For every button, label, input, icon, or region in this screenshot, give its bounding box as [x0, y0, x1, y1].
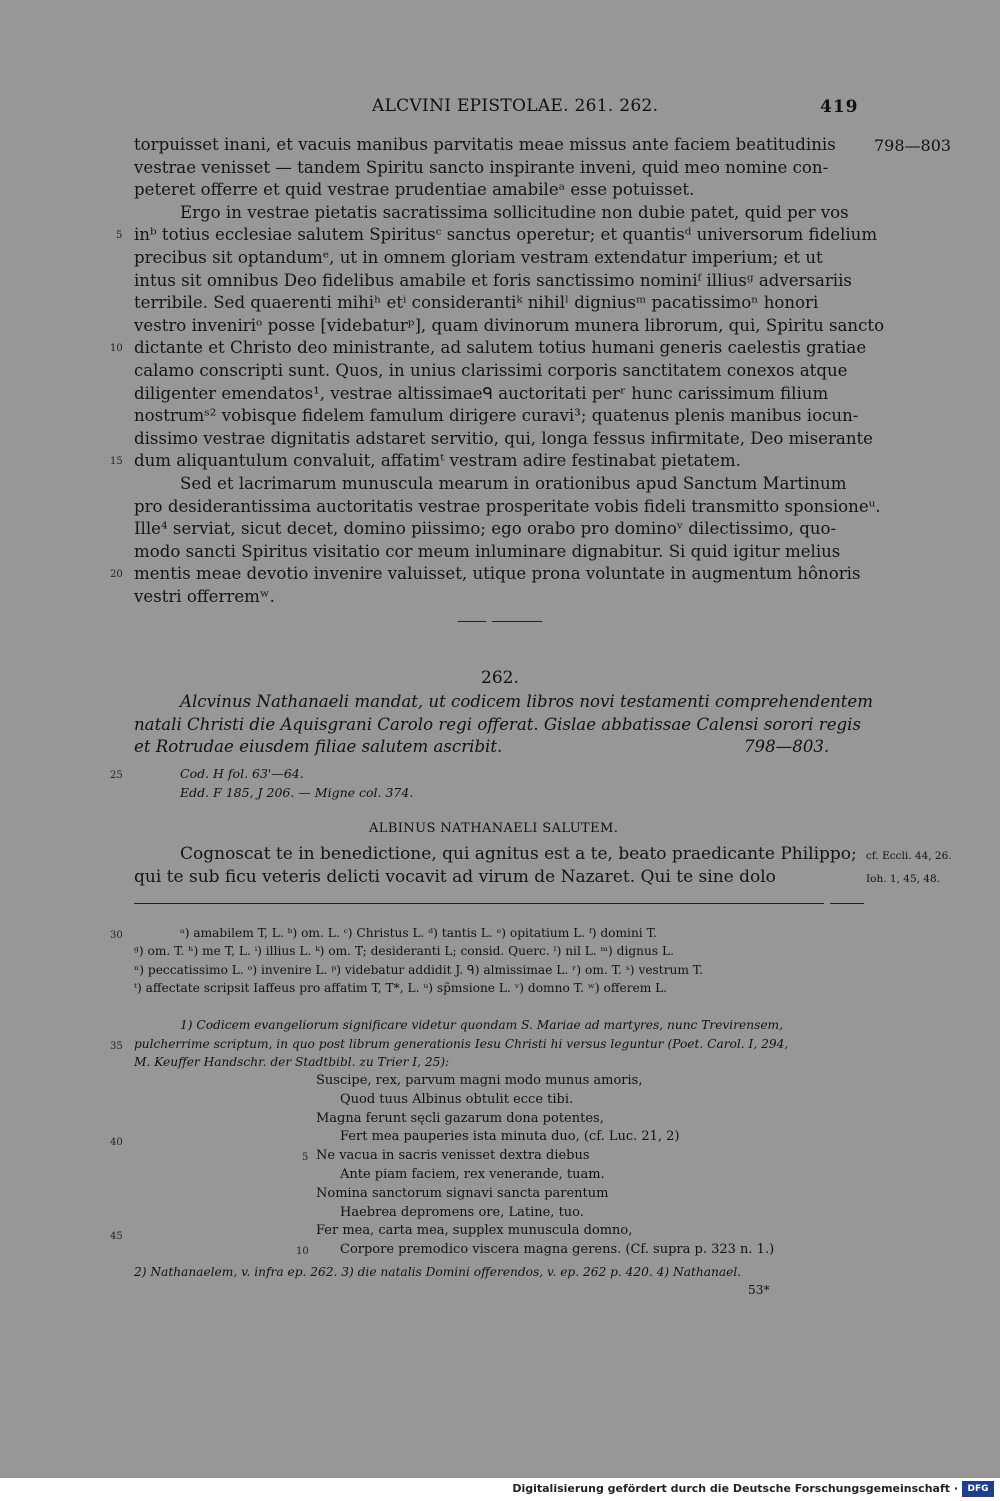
apparatus-line: ⁿ) peccatissimo L. ᵒ) invenire L. ᵖ) videbatur addidit J. ᑫ) almissimae L. ʳ) om. T. ˢ) vestrum T.: [134, 962, 704, 977]
text-line: torpuisset inani, et vacuis manibus parvitatis meae missus ante faciem beatitudinis: [134, 135, 836, 154]
dfg-logo: DFG: [962, 1481, 994, 1497]
apparatus-line: ᵃ) amabilem T, L. ᵇ) om. L. ᶜ) Christus L. ᵈ) tantis L. ᵉ) opitatium L. ᶠ) domini T.: [180, 926, 657, 940]
text-line: dum aliquantulum convaluit, affatimᵗ vestram adire festinabat pietatem.: [134, 451, 741, 471]
line-number: 45: [110, 1231, 123, 1242]
text-line: diligenter emendatos¹, vestrae altissimaeᑫ auctoritati perʳ hunc carissimum filium: [134, 383, 829, 403]
verse-line: Fert mea pauperies ista minuta duo, (cf. Luc. 21, 2): [340, 1129, 680, 1145]
verse-number: 5: [302, 1152, 309, 1163]
text-line: vestri offerremʷ.: [134, 587, 275, 606]
note-line: 1) Codicem evangeliorum significare videtur quondam S. Mariae ad martyres, nunc Trevirensem,: [180, 1018, 783, 1032]
line-number: 15: [110, 456, 123, 467]
verse-line: Magna ferunt sęcli gazarum dona potentes,: [316, 1110, 604, 1126]
text-line: Cognoscat te in benedictione, qui agnitus est a te, beato praedicante Philippo;: [180, 844, 857, 864]
apparatus-line: ᵍ) om. T. ʰ) me T, L. ⁱ) illius L. ᵏ) om. T; desideranti L; consid. Querc. ˡ) nil L. ᵐ) dignus L.: [134, 944, 674, 959]
text-line: dissimo vestrae dignitatis adstaret servitio, qui, longa fessus infirmitate, Deo miserante: [134, 428, 874, 448]
sheet-signature: 53*: [748, 1283, 770, 1297]
line-number: 25: [110, 770, 123, 781]
apparatus-line: ᵗ) affectate scripsit Iaffeus pro affatim T, T*, L. ᵘ) sp̃msione L. ᵛ) domno T. ʷ) offerem L.: [134, 980, 668, 995]
critical-apparatus: [134, 924, 864, 1000]
text-line: precibus sit optandumᵉ, ut in omnem gloriam vestram extendatur imperium; et ut: [134, 248, 823, 267]
line-number: 35: [110, 1041, 123, 1052]
summary-line: et Rotrudae eiusdem filiae salutem ascribit.: [134, 737, 503, 757]
section-separator: [492, 621, 542, 622]
text-line: qui te sub ficu veteris delicti vocavit ad virum de Nazaret. Qui te sine dolo: [134, 866, 776, 887]
text-line: modo sancti Spiritus visitatio cor meum inluminare dignabitur. Si quid igitur melius: [134, 541, 841, 561]
note-line: M. Keuffer Handschr. der Stadtbibl. zu Trier I, 25):: [134, 1055, 450, 1070]
summary-line: natali Christi die Aquisgrani Carolo regi offerat. Gislae abbatissae Calensi sorori regis: [134, 714, 861, 734]
text-line: pro desiderantissima auctoritatis vestrae prosperitate vobis fideli transmitto sponsioneᵘ.: [134, 496, 881, 516]
text-line: Ille⁴ serviat, sicut decet, domino piissimo; ego orabo pro dominoᵛ dilectissimo, quo-: [134, 519, 837, 539]
text-line: vestro inveniriᵒ posse [videbaturᵖ], quam divinorum munera librorum, qui, Spiritu sancto: [134, 315, 885, 335]
letter-summary: [134, 691, 873, 761]
codex-info: [180, 764, 580, 804]
section-separator: [458, 621, 486, 622]
text-line: terribile. Sed quaerenti mihiʰ etⁱ considerantiᵏ nihilˡ digniusᵐ pacatissimoⁿ honori: [134, 293, 819, 313]
verse-line: Fer mea, carta mea, supplex munuscula domno,: [316, 1223, 633, 1239]
text-line: calamo conscripti sunt. Quos, in unius clarissimi corporis sanctitatem conexos atque: [134, 361, 848, 380]
text-line: Sed et lacrimarum munuscula mearum in orationibus apud Sanctum Martinum: [180, 474, 847, 493]
codex-line: Cod. H fol. 63'—64.: [180, 766, 304, 781]
verse-line: Ne vacua in sacris venisset dextra diebus: [316, 1148, 590, 1164]
verse-block: [314, 1072, 854, 1262]
dfg-footer: [0, 1478, 1000, 1501]
margin-date: 798—803: [874, 136, 952, 155]
verse-line: Nomina sanctorum signavi sancta parentum: [316, 1185, 609, 1201]
line-number: 20: [110, 569, 123, 580]
apparatus-separator: [134, 903, 824, 904]
text-line: intus sit omnibus Deo fidelibus amabile et foris sanctissimo nominiᶠ illiusᵍ adversariis: [134, 270, 852, 290]
letter-number: 262.: [481, 668, 519, 688]
text-line: nostrumˢ² vobisque fidelem famulum dirigere curavi³; quatenus plenis manibus iocun-: [134, 406, 859, 426]
text-line: mentis meae devotio invenire valuisset, utique prona voluntate in augmentum hônoris: [134, 564, 861, 584]
running-title: ALCVINI EPISTOLAE. 261. 262.: [372, 96, 659, 116]
summary-line: Alcvinus Nathanaeli mandat, ut codicem libros novi testamenti comprehendentem: [180, 692, 873, 711]
text-line: vestrae venisset — tandem Spiritu sancto inspirante inveni, quid meo nomine con-: [134, 157, 829, 177]
line-number: 40: [110, 1137, 123, 1148]
summary-date: 798—803.: [744, 737, 830, 757]
note-line: pulcherrime scriptum, in quo post librum generationis Iesu Christi hi versus leguntur (Poet. Carol. I, 294,: [134, 1036, 789, 1051]
verse-line: Quod tuus Albinus obtulit ecce tibi.: [340, 1091, 574, 1107]
explanatory-notes: [134, 1016, 864, 1072]
letter-greeting: ALBINUS NATHANAELI SALUTEM.: [369, 821, 619, 836]
page-number: 419: [820, 97, 859, 117]
margin-reference: Ioh. 1, 45, 48.: [866, 873, 940, 885]
dfg-credit-text: Digitalisierung gefördert durch die Deutsche Forschungsgemeinschaft ·: [512, 1482, 958, 1495]
line-number: 30: [110, 930, 123, 941]
verse-line: Suscipe, rex, parvum magni modo munus amoris,: [316, 1073, 643, 1088]
text-line: peteret offerre et quid vestrae prudentiae amabileᵃ esse potuisset.: [134, 180, 695, 200]
verse-number: 10: [296, 1246, 309, 1257]
notes-last-line: 2) Nathanaelem, v. infra ep. 262. 3) die natalis Domini offerendos, v. ep. 262 p. 420. 4) Nathanael.: [134, 1265, 742, 1279]
text-line: inᵇ totius ecclesiae salutem Spiritusᶜ sanctus operetur; et quantisᵈ universorum fidelium: [134, 225, 878, 245]
verse-line: Haebrea depromens ore, Latine, tuo.: [340, 1204, 584, 1220]
line-number: 10: [110, 343, 123, 354]
letter-262-text: [134, 843, 864, 889]
verse-line: Corpore premodico viscera magna gerens. (Cf. supra p. 323 n. 1.): [340, 1242, 775, 1258]
apparatus-separator: [830, 903, 864, 904]
verse-line: Ante piam faciem, rex venerande, tuam.: [340, 1167, 605, 1182]
letter-261-text: [134, 134, 885, 614]
text-line: Ergo in vestrae pietatis sacratissima sollicitudine non dubie patet, quid per vos: [180, 202, 849, 222]
line-number: 5: [116, 230, 123, 241]
codex-line: Edd. F 185, J 206. — Migne col. 374.: [180, 785, 414, 800]
text-line: dictante et Christo deo ministrante, ad salutem totius humani generis caelestis gratiae: [134, 338, 867, 358]
margin-reference: cf. Eccli. 44, 26.: [866, 850, 952, 862]
